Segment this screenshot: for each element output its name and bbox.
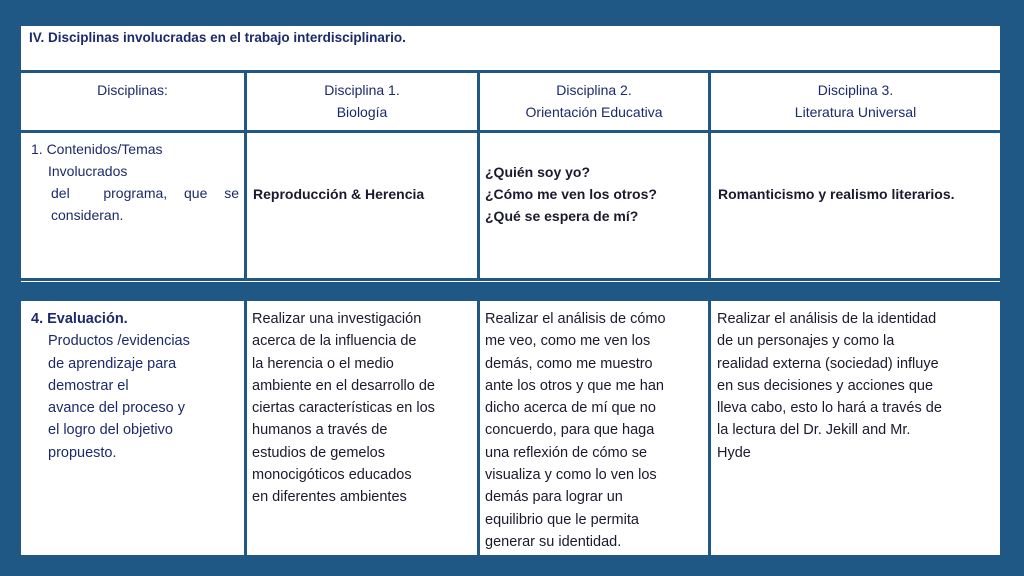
row-label-title: Involucrados [48,163,128,179]
text-line: Hyde [717,444,751,461]
cell-orientacion-evaluacion [485,308,707,553]
cell-literatura-evaluacion [717,308,997,464]
row-label-contenidos [31,138,239,226]
row-label-desc: demostrar el [48,377,129,394]
header-disciplinas [21,79,244,101]
text-line: en diferentes ambientes [252,489,407,506]
divider [708,298,711,555]
cell-bio-evaluacion [252,308,476,509]
text-line: una reflexión de cómo se [485,444,648,461]
divider [244,298,247,555]
cell-bio-contenidos: Reproducción & Herencia [253,186,425,202]
text-line: Realizar el análisis de la identidad [717,311,937,327]
divider [21,70,1000,73]
header-discipline-1 [247,79,477,123]
text-line: demás para lograr un [485,489,623,506]
text-line: lleva cabo, esto lo hará a través de [717,400,942,417]
question-line: ¿Cómo me ven los otros? [485,186,657,202]
table-top-panel [21,26,1000,282]
header-sublabel: Literatura Universal [794,104,917,120]
section-title: IV. Disciplinas involucradas en el trabajo interdisciplinario. [29,30,406,45]
text-line: monocigóticos educados [252,467,412,484]
header-label: Disciplinas: [97,82,168,98]
row-label-title: 4. Evaluación. [31,311,128,327]
row-label-title: 1. Contenidos/Temas [31,141,163,157]
cell-literatura-contenidos: Romanticismo y realismo literarios. [718,186,955,202]
row-label-desc: Productos /evidencias [48,333,190,350]
text-line: Realizar una investigación [252,311,422,327]
text-line: equilibrio que le permita [485,511,639,528]
text-line: realidad externa (sociedad) influye [717,355,939,372]
divider [21,278,1000,281]
text-line: en sus decisiones y acciones que [717,377,934,394]
row-label-desc: de aprendizaje para [48,355,177,372]
text-line: concuerdo, para que haga [485,422,655,439]
text-line: dicho acerca de mí que no [485,400,656,417]
text-line: me veo, como me ven los [485,333,651,350]
divider [477,298,480,555]
row-label-evaluacion [31,308,241,464]
cell-orientacion-contenidos [485,161,705,227]
text-line: humanos a través de [252,422,388,439]
header-discipline-2 [480,79,708,123]
header-label: Disciplina 3. [817,82,894,98]
header-sublabel: Orientación Educativa [525,104,663,120]
text-line: estudios de gemelos [252,444,385,461]
text-line: demás, como me muestro [485,355,653,372]
text-line: visualiza y como lo ven los [485,467,657,484]
row-label-desc: del programa, que se [51,185,239,201]
divider [21,298,1000,301]
row-label-desc: propuesto. [48,444,117,461]
row-label-desc: el logro del objetivo [48,422,173,439]
text-line: ante los otros y que me han [485,377,664,394]
text-line: la herencia o el medio [252,355,394,372]
text-line: la lectura del Dr. Jekill and Mr. [717,422,911,439]
header-label: Disciplina 2. [556,82,632,98]
text-line: ciertas características en los [252,400,435,417]
row-label-desc: avance del proceso y [48,400,186,417]
question-line: ¿Qué se espera de mí? [485,208,639,224]
table-bottom-panel [21,298,1000,555]
header-sublabel: Biología [336,104,388,120]
question-line: ¿Quién soy yo? [485,164,591,180]
text-line: generar su identidad. [485,533,622,550]
row-label-desc: consideran. [51,207,124,223]
text-line: Realizar el análisis de cómo [485,311,666,327]
text-line: acerca de la influencia de [252,333,417,350]
text-line: ambiente en el desarrollo de [252,377,435,394]
header-discipline-3 [711,79,1000,123]
text-line: de un personajes y como la [717,333,895,350]
header-label: Disciplina 1. [324,82,400,98]
divider [21,130,1000,133]
